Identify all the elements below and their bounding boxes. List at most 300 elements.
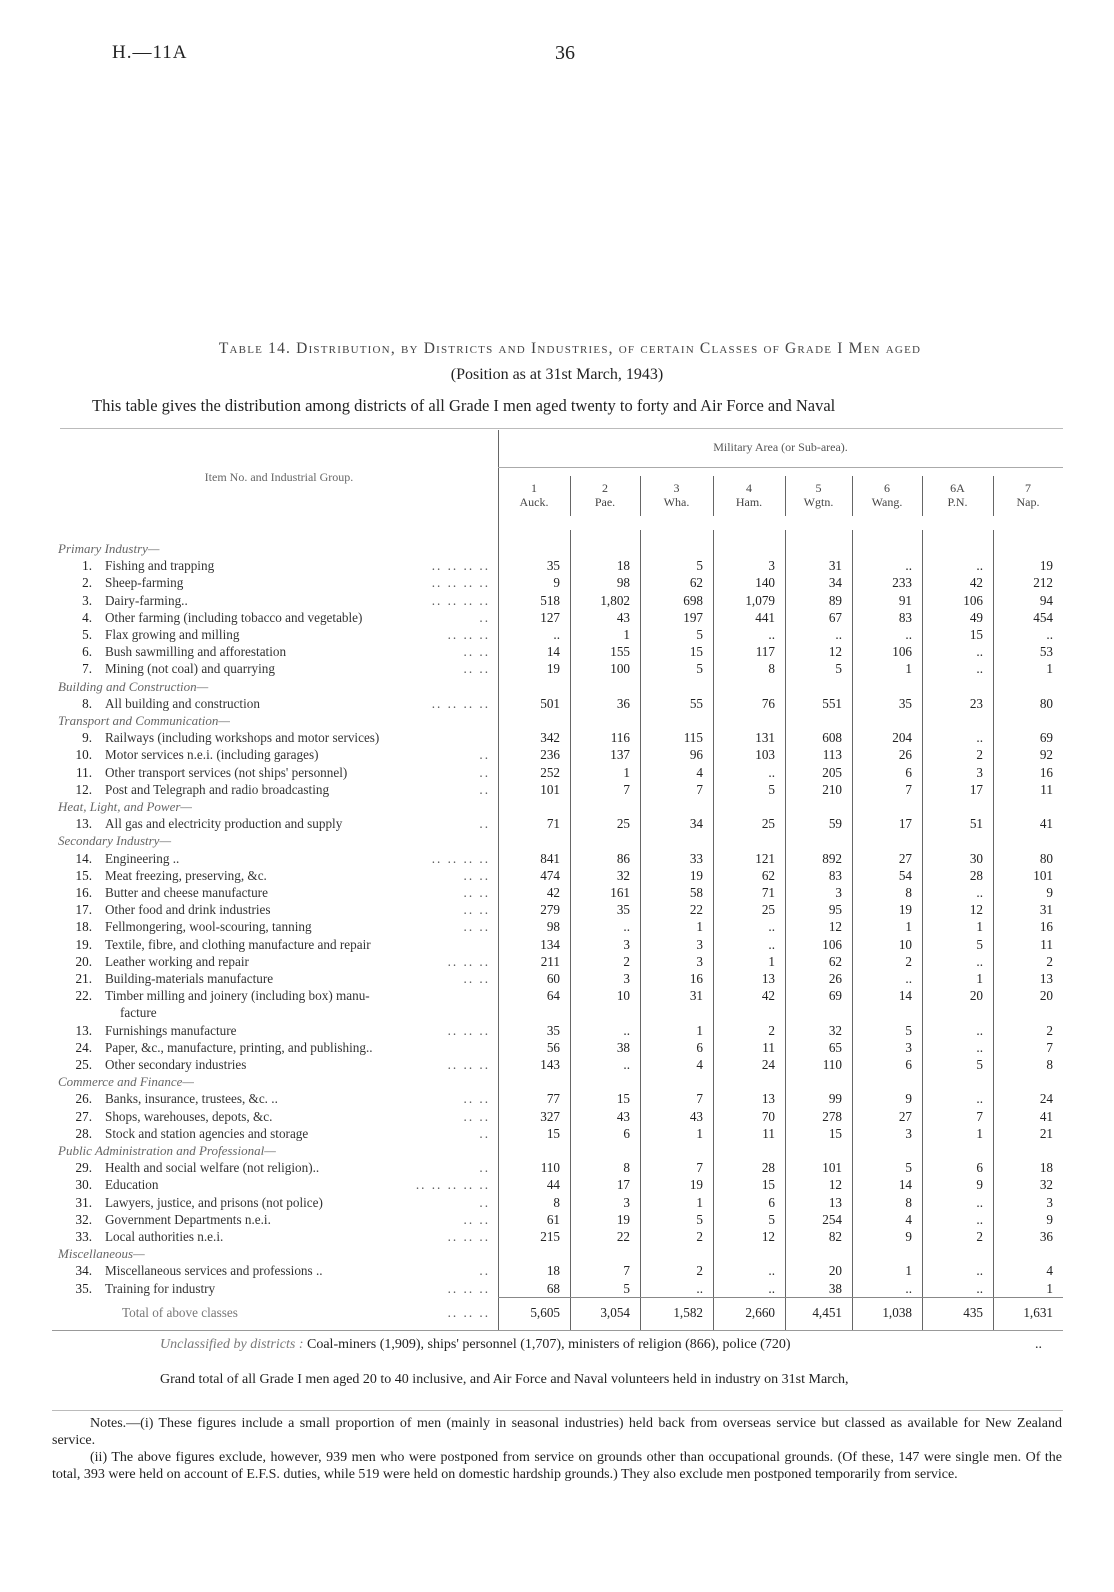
- cell-value: 33: [689, 850, 703, 866]
- leader-dots: .. .. .. .. ..: [415, 1177, 490, 1193]
- leader-dots: .. .. ..: [447, 1022, 490, 1038]
- cell-value: 35: [898, 695, 912, 711]
- item-label: Mining (not coal) and quarrying: [105, 661, 275, 677]
- cell-value: 53: [1039, 644, 1053, 660]
- leader-dots: .. ..: [463, 644, 490, 660]
- cell-value: 11: [762, 1125, 775, 1141]
- cell-value: 7: [623, 781, 630, 797]
- cell-value: 210: [822, 781, 842, 797]
- column-header: [852, 481, 922, 509]
- item-number: 26.: [75, 1091, 92, 1107]
- cell-value: 279: [540, 902, 560, 918]
- cell-value: 83: [828, 867, 842, 883]
- cell-value: 86: [616, 850, 630, 866]
- cell-value: 101: [822, 1160, 842, 1176]
- cell-value: 1: [905, 1263, 912, 1279]
- cell-value: 19: [689, 867, 703, 883]
- cell-value: 59: [828, 816, 842, 832]
- cell-value: 27: [898, 1108, 912, 1124]
- cell-value: 38: [616, 1039, 630, 1055]
- table-row: [0, 884, 1114, 901]
- cell-value: 143: [540, 1057, 560, 1072]
- document-code: H.—11A: [112, 42, 188, 63]
- cell-value: 65: [828, 1039, 842, 1055]
- cell-value: 17: [969, 781, 983, 797]
- cell-value: 35: [546, 1022, 560, 1038]
- item-label: Banks, insurance, trustees, &c. ..: [105, 1091, 278, 1107]
- cell-value: 12: [828, 919, 842, 935]
- cell-value: 1: [1046, 1280, 1053, 1296]
- item-number: 35.: [75, 1280, 92, 1296]
- cell-value: 89: [828, 592, 842, 608]
- cell-value: 71: [761, 885, 775, 900]
- cell-value: ..: [768, 1263, 775, 1279]
- cell-value: 35: [546, 558, 560, 574]
- table-row: [0, 557, 1114, 574]
- column-header: [922, 481, 993, 509]
- item-number: 31.: [75, 1194, 92, 1210]
- cell-value: 34: [828, 575, 842, 591]
- cell-value: 28: [761, 1160, 775, 1176]
- table-row: [0, 1108, 1114, 1125]
- cell-value: 18: [1039, 1160, 1053, 1176]
- cell-value: 11: [1040, 936, 1053, 952]
- leader-dots: .. ..: [463, 885, 490, 900]
- leader-dots: ..: [479, 781, 490, 797]
- cell-value: ..: [768, 1280, 775, 1296]
- cell-value: 15: [689, 644, 703, 660]
- cell-value: 1,038: [882, 1305, 912, 1320]
- item-number: 16.: [75, 885, 92, 900]
- cell-value: 30: [969, 850, 983, 866]
- cell-value: 5: [768, 1211, 775, 1227]
- cell-value: 7: [905, 781, 912, 797]
- cell-value: 4: [905, 1211, 912, 1227]
- cell-value: 14: [546, 644, 560, 660]
- cell-value: 15: [546, 1125, 560, 1141]
- cell-value: 1: [623, 764, 630, 780]
- cell-value: 121: [755, 850, 775, 866]
- cell-value: 5: [976, 936, 983, 952]
- cell-value: ..: [976, 1280, 983, 1296]
- cell-value: ..: [976, 1022, 983, 1038]
- cell-value: 134: [540, 936, 560, 952]
- cell-value: 20: [1039, 988, 1053, 1004]
- column-divider: [570, 476, 571, 516]
- cell-value: 54: [898, 867, 912, 883]
- cell-value: 106: [963, 592, 983, 608]
- cell-value: 32: [1039, 1177, 1053, 1193]
- cell-value: 435: [963, 1305, 983, 1320]
- table-row: [0, 729, 1114, 746]
- cell-value: 8: [768, 661, 775, 677]
- item-label: Other secondary industries: [105, 1057, 247, 1072]
- table-row: [0, 609, 1114, 626]
- cell-value: 1: [696, 1125, 703, 1141]
- leader-dots: ..: [479, 1194, 490, 1210]
- table-row: [0, 850, 1114, 867]
- item-label: facture: [120, 1005, 157, 1021]
- item-number: 8.: [82, 695, 92, 711]
- cell-value: 95: [828, 902, 842, 918]
- item-number: 7.: [82, 661, 92, 677]
- item-number: 20.: [75, 953, 92, 969]
- cell-value: 43: [689, 1108, 703, 1124]
- leader-dots: ..: [479, 1160, 490, 1176]
- table-title: Table 14. Distribution, by Districts and Industries, of certain Classes of Grade I Men aged: [218, 340, 922, 357]
- section-heading: Secondary Industry—: [58, 833, 172, 849]
- item-number: 12.: [75, 781, 92, 797]
- cell-value: 127: [540, 609, 560, 625]
- table-row: [0, 781, 1114, 798]
- cell-value: 20: [828, 1263, 842, 1279]
- cell-value: 3: [623, 1194, 630, 1210]
- cell-value: 5,605: [530, 1305, 560, 1320]
- item-label: Textile, fibre, and clothing manufacture and repair: [105, 936, 371, 952]
- cell-value: 31: [828, 558, 842, 574]
- cell-value: 12: [761, 1229, 775, 1244]
- cell-value: 23: [969, 695, 983, 711]
- cell-value: 474: [540, 867, 560, 883]
- cell-value: ..: [976, 1194, 983, 1210]
- cell-value: 551: [822, 695, 842, 711]
- cell-value: 9: [905, 1091, 912, 1107]
- unclassified-dots: ..: [1035, 1337, 1042, 1352]
- item-label: Flax growing and milling: [105, 627, 240, 642]
- cell-value: 501: [540, 695, 560, 711]
- item-number: 15.: [75, 867, 92, 883]
- cell-value: 5: [768, 781, 775, 797]
- cell-value: 2: [905, 953, 912, 969]
- cell-value: 6: [905, 764, 912, 780]
- leader-dots: .. ..: [463, 919, 490, 935]
- item-number: 18.: [75, 919, 92, 935]
- cell-value: ..: [623, 1057, 630, 1072]
- table-row: [0, 987, 1114, 1004]
- cell-value: 6: [905, 1057, 912, 1072]
- cell-value: 62: [761, 867, 775, 883]
- cell-value: 4: [696, 1057, 703, 1072]
- cell-value: 5: [905, 1022, 912, 1038]
- cell-value: 9: [905, 1229, 912, 1244]
- cell-value: 3: [623, 936, 630, 952]
- cell-value: 83: [898, 609, 912, 625]
- cell-value: 9: [1046, 885, 1053, 900]
- cell-value: 3,054: [600, 1305, 630, 1320]
- cell-value: 12: [828, 1177, 842, 1193]
- item-number: 25.: [75, 1057, 92, 1072]
- column-name: Wgtn.: [803, 495, 834, 509]
- cell-value: 2: [696, 1263, 703, 1279]
- cell-value: 1,582: [673, 1305, 703, 1320]
- column-name: Auck.: [519, 495, 549, 509]
- cell-value: 69: [1039, 730, 1053, 746]
- cell-value: 68: [546, 1280, 560, 1296]
- cell-value: 204: [892, 730, 912, 746]
- cell-value: 12: [969, 902, 983, 918]
- table-row: [0, 1022, 1114, 1039]
- cell-value: ..: [905, 971, 912, 986]
- note-1: Notes.—(i) These figures include a small proportion of men (mainly in seasonal industries) held back from overseas service but classed as available for New Zealand service.: [52, 1416, 1062, 1448]
- page-number: 36: [555, 42, 575, 64]
- cell-value: 76: [761, 695, 775, 711]
- cell-value: 51: [969, 816, 983, 832]
- cell-value: 32: [828, 1022, 842, 1038]
- cell-value: 101: [1033, 867, 1053, 883]
- cell-value: 10: [616, 988, 630, 1004]
- cell-value: ..: [976, 953, 983, 969]
- leader-dots: .. ..: [463, 1211, 490, 1227]
- column-name: Ham.: [735, 495, 763, 509]
- cell-value: 1: [905, 661, 912, 677]
- military-area-header: Military Area (or Sub-area).: [713, 440, 848, 454]
- item-label: Local authorities n.e.i.: [105, 1229, 224, 1244]
- cell-value: ..: [976, 661, 983, 677]
- cell-value: 25: [761, 816, 775, 832]
- cell-value: 25: [616, 816, 630, 832]
- cell-value: 454: [1033, 609, 1053, 625]
- leader-dots: .. ..: [463, 902, 490, 918]
- cell-value: 15: [616, 1091, 630, 1107]
- cell-value: 3: [905, 1125, 912, 1141]
- cell-value: 1: [976, 971, 983, 986]
- cell-value: 18: [616, 558, 630, 574]
- cell-value: 8: [905, 885, 912, 900]
- column-divider: [713, 476, 714, 516]
- item-label: All building and construction: [105, 695, 260, 711]
- cell-value: ..: [976, 644, 983, 660]
- item-number: 30.: [75, 1177, 92, 1193]
- cell-value: 5: [905, 1160, 912, 1176]
- cell-value: 25: [761, 902, 775, 918]
- cell-value: ..: [623, 919, 630, 935]
- item-number: 22.: [75, 988, 92, 1004]
- cell-value: 2: [696, 1229, 703, 1244]
- cell-value: 96: [689, 747, 703, 763]
- cell-value: 8: [1046, 1057, 1053, 1072]
- item-number: 32.: [75, 1211, 92, 1227]
- cell-value: 62: [689, 575, 703, 591]
- leader-dots: .. ..: [463, 1108, 490, 1124]
- cell-value: 42: [761, 988, 775, 1004]
- cell-value: 9: [553, 575, 560, 591]
- column-header: [570, 481, 640, 509]
- cell-value: 43: [616, 1108, 630, 1124]
- cell-value: 36: [1039, 1229, 1053, 1244]
- section-heading: Transport and Communication—: [58, 713, 230, 728]
- cell-value: ..: [768, 919, 775, 935]
- cell-value: 21: [1039, 1125, 1053, 1141]
- cell-value: 2: [1046, 1022, 1053, 1038]
- cell-value: 31: [1039, 902, 1053, 918]
- cell-value: 4: [696, 764, 703, 780]
- cell-value: 5: [835, 661, 842, 677]
- cell-value: 62: [828, 953, 842, 969]
- cell-value: 1: [623, 627, 630, 642]
- leader-dots: .. .. ..: [447, 953, 490, 969]
- item-label: Motor services n.e.i. (including garages): [105, 747, 319, 763]
- cell-value: 7: [1046, 1039, 1053, 1055]
- cell-value: 44: [546, 1177, 560, 1193]
- table-row: [0, 574, 1114, 591]
- cell-value: 140: [755, 575, 775, 591]
- cell-value: ..: [976, 885, 983, 900]
- cell-value: 16: [1039, 764, 1053, 780]
- cell-value: 41: [1039, 1108, 1053, 1124]
- column-number: 5: [815, 481, 822, 495]
- cell-value: 342: [540, 730, 560, 746]
- table-row: [0, 1125, 1114, 1142]
- item-number: 11.: [76, 764, 92, 780]
- item-number: 27.: [75, 1108, 92, 1124]
- cell-value: 43: [616, 609, 630, 625]
- cell-value: 19: [898, 902, 912, 918]
- cell-value: ..: [1046, 627, 1053, 642]
- cell-value: 101: [540, 781, 560, 797]
- cell-value: 8: [553, 1194, 560, 1210]
- cell-value: 56: [546, 1039, 560, 1055]
- cell-value: 278: [822, 1108, 842, 1124]
- leader-dots: ..: [479, 1263, 490, 1279]
- item-number: 5.: [82, 627, 92, 642]
- item-number: 19.: [75, 936, 92, 952]
- cell-value: 117: [755, 644, 775, 660]
- cell-value: 15: [969, 627, 983, 642]
- item-label: Education: [105, 1177, 159, 1193]
- cell-value: ..: [768, 936, 775, 952]
- cell-value: 1: [976, 919, 983, 935]
- cell-value: 106: [892, 644, 912, 660]
- leader-dots: .. .. ..: [447, 1057, 490, 1072]
- cell-value: ..: [768, 627, 775, 642]
- cell-value: 233: [892, 575, 912, 591]
- leader-dots: .. .. ..: [447, 1305, 490, 1320]
- leader-dots: .. ..: [463, 971, 490, 986]
- item-label: Engineering ..: [105, 850, 180, 866]
- cell-value: 64: [546, 988, 560, 1004]
- cell-value: 42: [969, 575, 983, 591]
- item-label: Building-materials manufacture: [105, 971, 274, 986]
- table-row: [0, 953, 1114, 970]
- cell-value: 4: [1046, 1263, 1053, 1279]
- item-number: 6.: [82, 644, 92, 660]
- item-number: 14.: [75, 850, 92, 866]
- cell-value: 98: [616, 575, 630, 591]
- cell-value: 5: [976, 1057, 983, 1072]
- item-number: 24.: [75, 1039, 92, 1055]
- cell-value: 106: [822, 936, 842, 952]
- cell-value: 80: [1039, 850, 1053, 866]
- item-label: Bush sawmilling and afforestation: [105, 644, 287, 660]
- cell-value: 6: [768, 1194, 775, 1210]
- cell-value: 98: [546, 919, 560, 935]
- cell-value: 24: [761, 1057, 775, 1072]
- grand-total-line: Grand total of all Grade I men aged 20 to 40 inclusive, and Air Force and Naval volunteers held in industry on 31st March,: [160, 1372, 849, 1387]
- item-label: Dairy-farming..: [105, 592, 188, 608]
- cell-value: ..: [976, 1211, 983, 1227]
- leader-dots: .. .. ..: [447, 627, 490, 642]
- item-number: 29.: [75, 1160, 92, 1176]
- cell-value: 1: [696, 1022, 703, 1038]
- item-label: Post and Telegraph and radio broadcasting: [105, 781, 330, 797]
- item-label: All gas and electricity production and supply: [105, 816, 343, 832]
- cell-value: 67: [828, 609, 842, 625]
- leader-dots: .. .. .. ..: [431, 558, 490, 574]
- cell-value: 1: [976, 1125, 983, 1141]
- note-2: (ii) The above figures exclude, however, 939 men who were postponed from service on grounds other than occupational grounds. (Of these, 147 were single men. Of the total, 393 were held on account of E.F.S. duties, while 519 were held on domestic hardship grounds.) They also exclude men postponed temporarily from service.: [52, 1450, 1062, 1482]
- total-label: Total of above classes: [122, 1305, 238, 1320]
- column-divider: [993, 476, 994, 516]
- cell-value: 116: [610, 730, 630, 746]
- cell-value: 7: [623, 1263, 630, 1279]
- cell-value: 131: [755, 730, 775, 746]
- cell-value: 49: [969, 609, 983, 625]
- cell-value: 7: [696, 1160, 703, 1176]
- cell-value: 518: [540, 592, 560, 608]
- cell-value: ..: [976, 730, 983, 746]
- item-label: Butter and cheese manufacture: [105, 885, 268, 900]
- column-header: [640, 481, 713, 509]
- column-number: 4: [746, 481, 752, 495]
- cell-value: 16: [1039, 919, 1053, 935]
- cell-value: 1,802: [600, 592, 630, 608]
- cell-value: 3: [696, 953, 703, 969]
- item-label: Other food and drink industries: [105, 902, 271, 918]
- cell-value: ..: [623, 1022, 630, 1038]
- cell-value: 7: [976, 1108, 983, 1124]
- cell-value: 14: [898, 1177, 912, 1193]
- cell-value: 8: [905, 1194, 912, 1210]
- cell-value: 2: [1046, 953, 1053, 969]
- cell-value: 2: [976, 1229, 983, 1244]
- cell-value: 3: [976, 764, 983, 780]
- item-label: Miscellaneous services and professions ..: [105, 1263, 323, 1279]
- item-number: 9.: [82, 730, 92, 746]
- cell-value: 110: [822, 1057, 842, 1072]
- item-number: 2.: [82, 575, 92, 591]
- table-row: [0, 592, 1114, 609]
- item-number: 3.: [82, 592, 92, 608]
- cell-value: 841: [540, 850, 560, 866]
- unclassified-line: [160, 1337, 791, 1353]
- cell-value: 18: [546, 1263, 560, 1279]
- cell-value: 2: [623, 953, 630, 969]
- column-header: [713, 481, 785, 509]
- cell-value: 38: [828, 1280, 842, 1296]
- cell-value: 5: [696, 661, 703, 677]
- table-row: [0, 1090, 1114, 1107]
- cell-value: 103: [755, 747, 775, 763]
- cell-value: 1: [696, 1194, 703, 1210]
- cell-value: 155: [610, 644, 630, 660]
- item-label: Lawyers, justice, and prisons (not police): [105, 1194, 323, 1210]
- item-label: Training for industry: [105, 1280, 216, 1296]
- item-number: 17.: [75, 902, 92, 918]
- column-number: 6: [884, 481, 890, 495]
- table-row: [0, 901, 1114, 918]
- item-label: Railways (including workshops and motor services): [105, 730, 380, 746]
- cell-value: 28: [969, 867, 983, 883]
- table-row: [0, 1056, 1114, 1073]
- column-header: [785, 481, 852, 509]
- item-number: 21.: [75, 971, 92, 986]
- cell-value: 60: [546, 971, 560, 986]
- cell-value: 892: [822, 850, 842, 866]
- column-divider: [852, 476, 853, 516]
- leader-dots: .. ..: [463, 661, 490, 677]
- cell-value: 19: [689, 1177, 703, 1193]
- table-row: [0, 1004, 1114, 1021]
